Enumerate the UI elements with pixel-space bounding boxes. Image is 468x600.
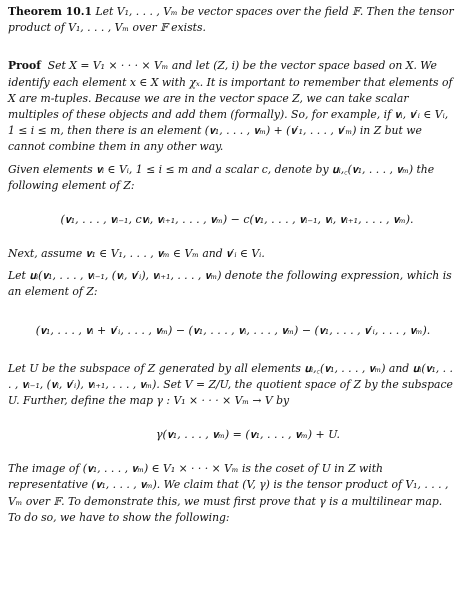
proof-paragraph-2: Given elements 𝐯ᵢ ∈ Vᵢ, 1 ≤ i ≤ m and a scalar c, denote by 𝐮ᵢ,꜀(𝐯₁, . . . , 𝐯ₘ) the following element of Z: xyxy=(8,162,435,192)
display-equation-1: (𝐯₁, . . . , 𝐯ᵢ₋₁, c𝐯ᵢ, 𝐯ᵢ₊₁, . . . , 𝐯ₘ) − c(𝐯₁, . . . , 𝐯ᵢ₋₁, 𝐯ᵢ, 𝐯ᵢ₊₁, . . . , 𝐯ₘ). xyxy=(60,213,414,227)
proof-text-1: Set X = V₁ × · · · × Vₘ and let (Z, i) be the vector space based on X. We identify each element x ∈ X with χₓ. It is important to remember that elements of X are m-tuples. Because we are in the vector space Z, we can take scalar multiples of these objects and add them (formally). So, for example, if 𝐯ᵢ, 𝐯′ᵢ ∈ Vᵢ, 1 ≤ i ≤ m, then there is an element (𝐯₁, . . . , 𝐯ₘ) + (𝐯′₁, . . . , 𝐯′ₘ) in Z but we cannot combine them in any other way. xyxy=(8,59,453,154)
proof-paragraph-6: The image of (𝐯₁, . . . , 𝐯ₘ) ∈ V₁ × · · · × Vₘ is the coset of U in Z with representative (𝐯₁, . . . , 𝐯ₘ). We claim that (V, γ) is the tensor product of V₁, . . . , Vₘ over 𝔽. To demonstrate this, we must first prove that γ is a multilinear map. To do so, we have to show the following: xyxy=(8,462,449,524)
proof-paragraph-3: Next, assume 𝐯₁ ∈ V₁, . . . , 𝐯ₘ ∈ Vₘ and 𝐯′ᵢ ∈ Vᵢ. xyxy=(8,247,265,261)
theorem-label: Theorem 10.1 xyxy=(8,5,92,18)
proof-paragraph-5: Let U be the subspace of Z generated by all elements 𝐮ᵢ,꜀(𝐯₁, . . . , 𝐯ₘ) and 𝐮ᵢ(𝐯₁, . . . , 𝐯ᵢ₋₁, (𝐯ᵢ, 𝐯′ᵢ), 𝐯ᵢ₊₁, . . . , 𝐯ₘ). Set V = Z/U, the quotient space of Z by the subspace U. Further, define the map γ : V₁ × · · · × Vₘ → V by xyxy=(8,361,453,408)
display-equation-2: (𝐯₁, . . . , 𝐯ᵢ + 𝐯′ᵢ, . . . , 𝐯ₘ) − (𝐯₁, . . . , 𝐯ᵢ, . . . , 𝐯ₘ) − (𝐯₁, . . . , 𝐯′ᵢ, . . . , 𝐯ₘ). xyxy=(35,323,431,337)
proof-paragraph-4: Let 𝐮ᵢ(𝐯₁, . . . , 𝐯ᵢ₋₁, (𝐯ᵢ, 𝐯′ᵢ), 𝐯ᵢ₊₁, . . . , 𝐯ₘ) denote the following expression, which is an element of Z: xyxy=(8,269,452,299)
theorem-statement: Let V₁, . . . , Vₘ be vector spaces over the field 𝔽. Then the tensor product of V₁, . . . , Vₘ over 𝔽 exists. xyxy=(8,5,454,35)
proof-paragraph-1 xyxy=(8,58,458,155)
theorem-block xyxy=(8,4,458,36)
display-equation-3: γ(𝐯₁, . . . , 𝐯ₘ) = (𝐯₁, . . . , 𝐯ₘ) + U. xyxy=(155,428,340,442)
proof-label: Proof xyxy=(8,59,41,73)
